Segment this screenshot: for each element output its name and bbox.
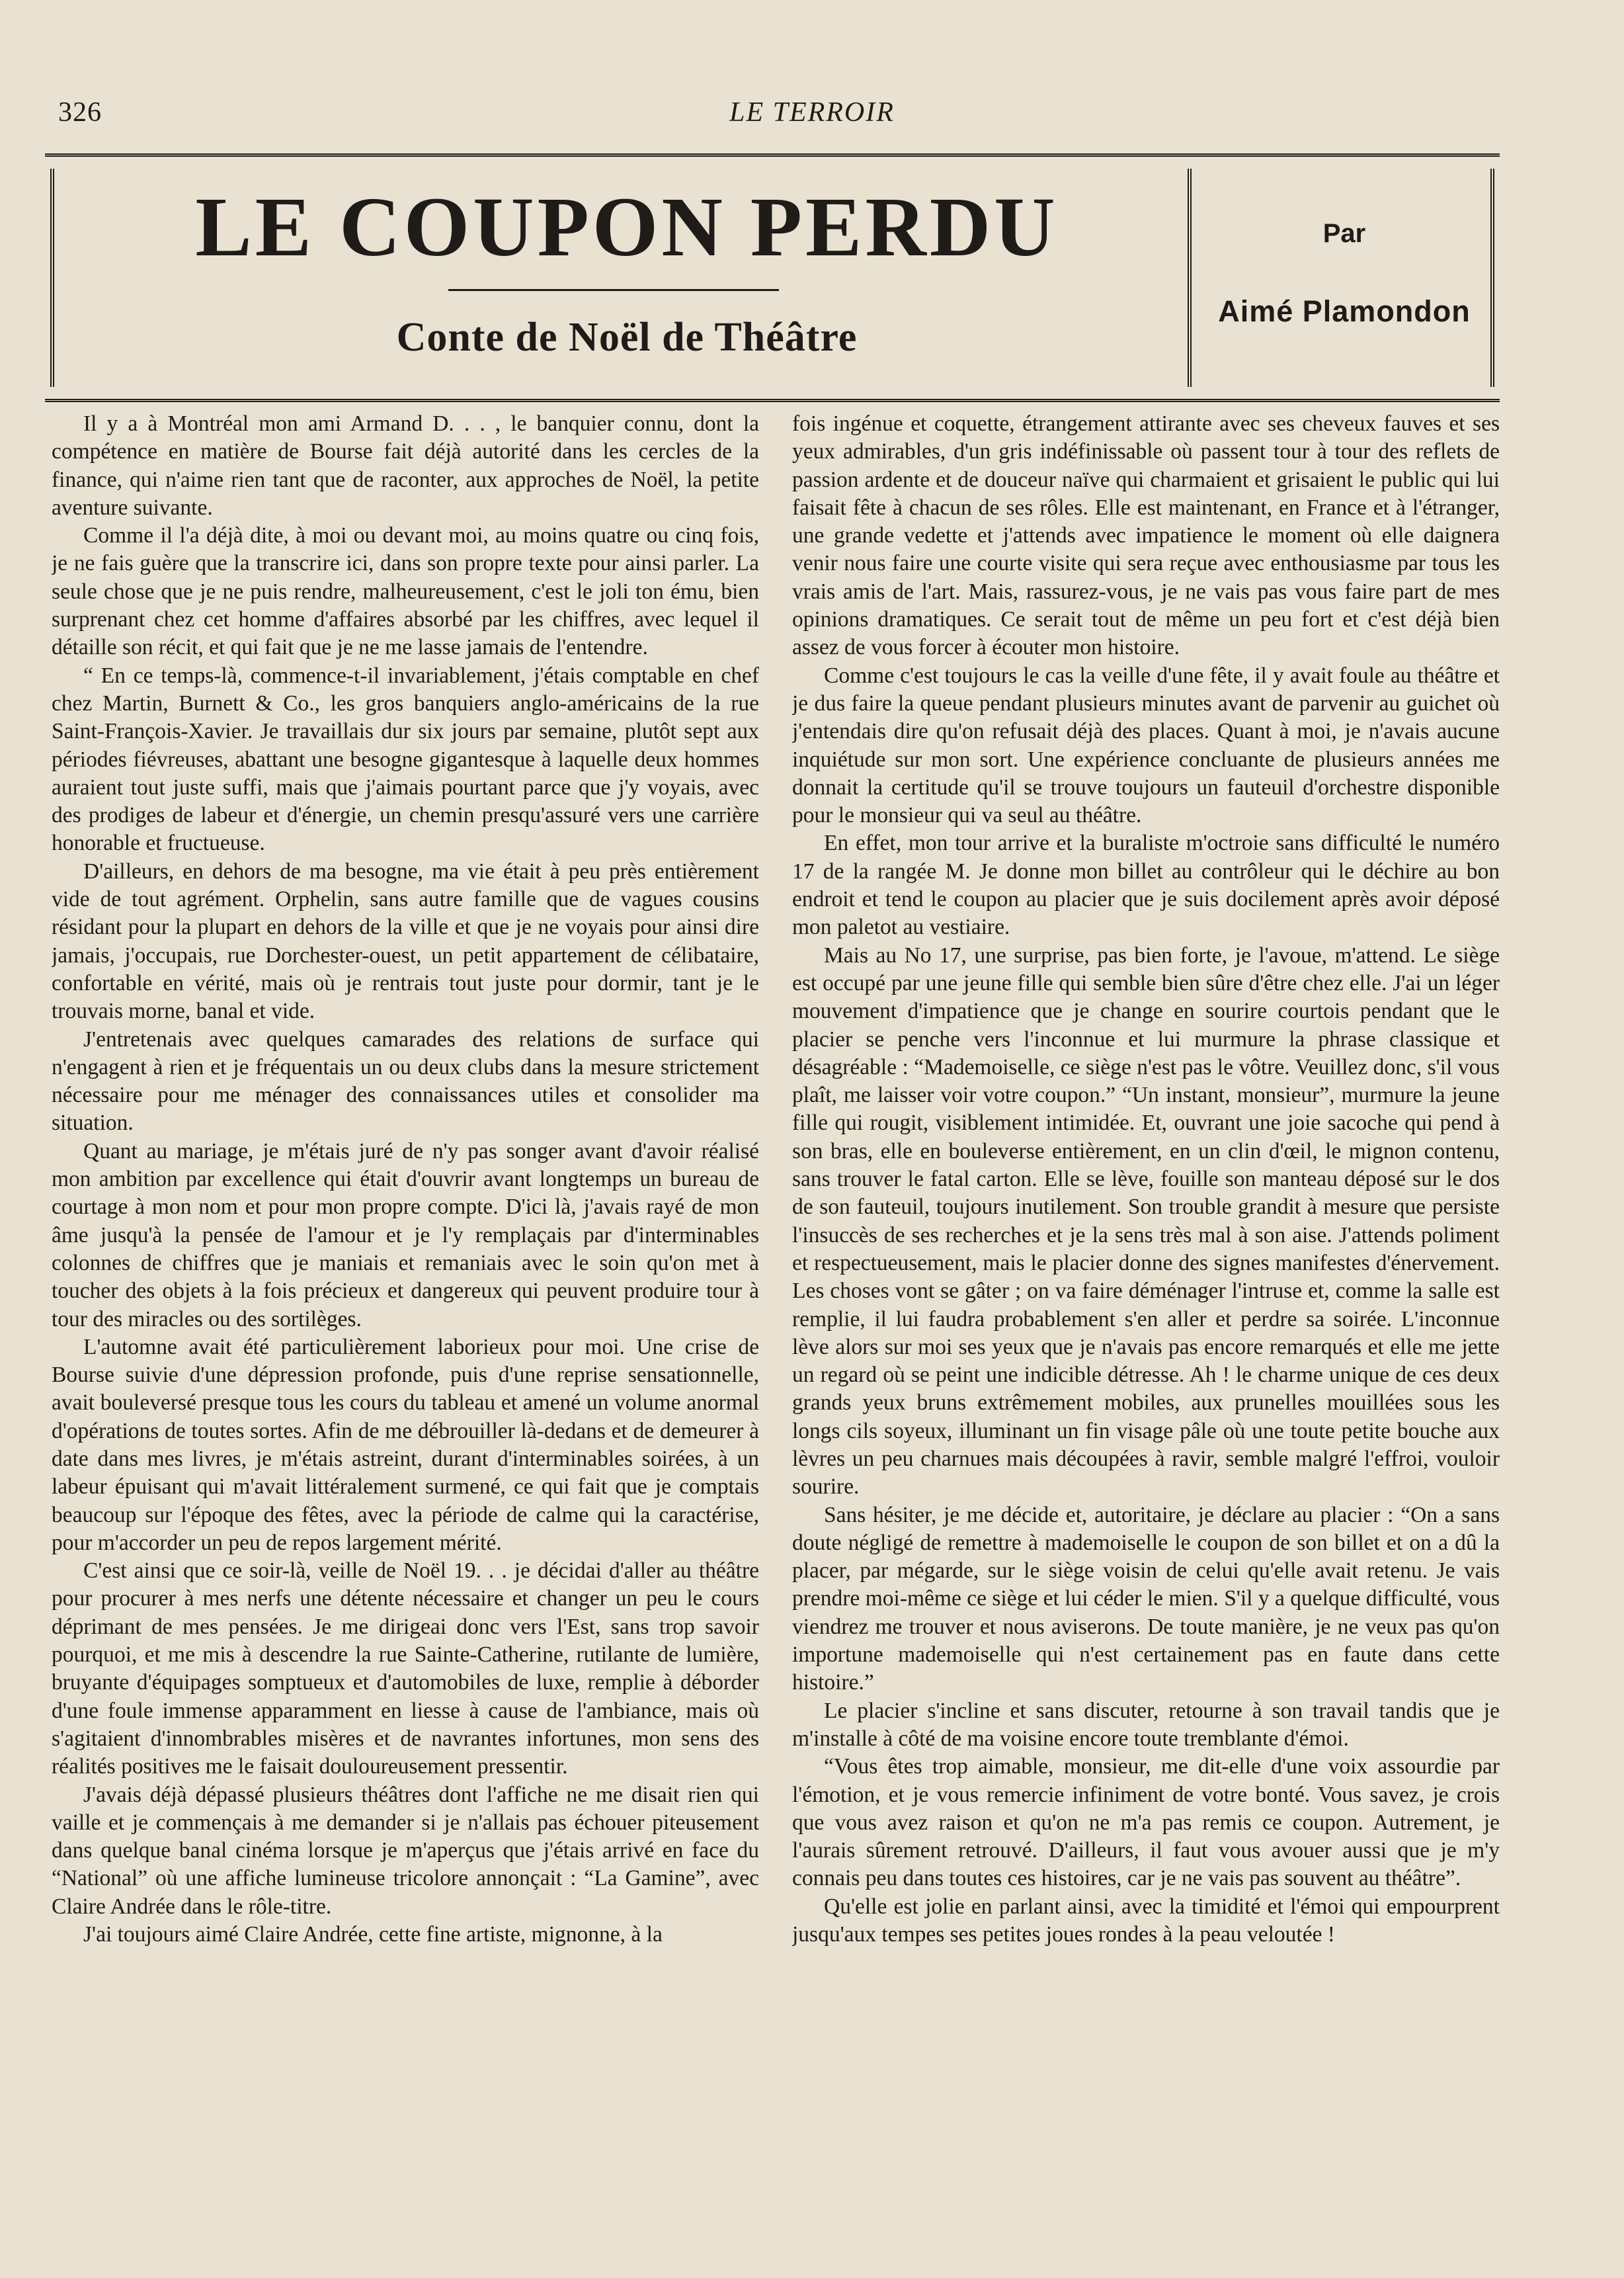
paragraph: Sans hésiter, je me décide et, autoritaire, je déclare au placier : “On a sans doute négligé de remettre à mademoiselle le coupon de son billet et on a dû la placer, par mégarde, sur le siège voisin de celui qu'elle avait retenu. Je vais prendre moi-même ce siège et lui céder le mien. S'il y a quelque difficulté, vous viendrez me trouver et nous aviserons. De toute manière, je ne veux pas qu'on importune mademoiselle qui n'est certainement pas en faute dans cette histoire.” (792, 1502, 1500, 1695)
byline-par: Par (1322, 219, 1366, 248)
title-box-divider-rule (1188, 169, 1192, 387)
paragraph: Il y a à Montréal mon ami Armand D. . . , le banquier connu, dont la compétence en matière de Bourse fait déjà autorité dans les cercles de la finance, qui n'aime rien tant que de raconter, aux approches de Noël, la petite aventure suivante. (52, 411, 759, 520)
title-box-left-rule (50, 169, 54, 387)
journal-title: LE TERROIR (729, 97, 895, 128)
left-column (52, 410, 759, 2196)
paragraph: D'ailleurs, en dehors de ma besogne, ma vie était à peu près entièrement vide de tout agrément. Orphelin, sans autre famille que de vagues cousins résidant pour la plupart en dehors de la ville et que je ne voyais pour ainsi dire jamais, j'occupais, rue Dorchester-ouest, un petit appartement de célibataire, confortable en vérité, mais où je rentrais tout juste pour dormir, tant je le trouvais morne, banal et vide. (52, 859, 759, 1024)
paragraph: C'est ainsi que ce soir-là, veille de Noël 19. . . je décidai d'aller au théâtre pour procurer à mes nerfs une détente nécessaire et changer un peu le cours déprimant de mes pensées. Je me dirigeai donc vers l'Est, sans trop savoir pourquoi, et me mis à descendre la rue Sainte-Catherine, rutilante de lumière, bruyante d'équipages somptueux et d'automobiles de luxe, remplie à déborder d'une foule immense apparamment en liesse à cause de l'ambiance, mais où s'agitaient d'innombrables misères et de navrantes infortunes, mon sens des réalités positives me le faisait douloureusement pressentir. (52, 1558, 759, 1779)
paragraph: J'avais déjà dépassé plusieurs théâtres dont l'affiche ne me disait rien qui vaille et je commençais à me demander si je n'allais pas échouer piteusement dans quelque banal cinéma lorsque je m'aperçus que j'étais arrivé en face du “National” où une affiche lumineuse tricolore annonçait : “La Gamine”, avec Claire Andrée dans le rôle-titre. (52, 1782, 759, 1919)
paragraph: Qu'elle est jolie en parlant ainsi, avec la timidité et l'émoi qui empourprent jusqu'aux tempes ses petites joues rondes à la peau veloutée ! (792, 1894, 1500, 1947)
paragraph: “Vous êtes trop aimable, monsieur, me dit-elle d'une voix assourdie par l'émotion, et je vous remercie infiniment de votre bonté. Vous savez, je crois que vous avez raison et qu'on ne m'a pas remis ce coupon. Autrement, je l'aurais sûrement retrouvé. D'ailleurs, il faut vous avouer aussi que je m'y connais peu dans toutes ces histoires, car je ne vais pas souvent au théâtre”. (792, 1754, 1500, 1891)
story-subtitle: Conte de Noël de Théâtre (396, 315, 858, 360)
paragraph: L'automne avait été particulièrement laborieux pour moi. Une crise de Bourse suivie d'une dépression profonde, puis d'une reprise sensationnelle, avait bouleversé presque tous les cours du tableau et amené un volume anormal d'opérations de toutes sortes. Afin de me débrouiller là-dedans et de demeurer à date dans mes livres, je m'étais astreint, durant d'interminables soirées, à un labeur épuisant qui m'avait littéralement surmené, ce qui fait que je comptais beaucoup sur l'époque des fêtes, avec la période de calme qui la caractérise, pour m'accorder un peu de repos largement mérité. (52, 1334, 759, 1555)
paragraph: Comme c'est toujours le cas la veille d'une fête, il y avait foule au théâtre et je dus faire la queue pendant plusieurs minutes avant de parvenir au guichet où j'entendais dire qu'on refusait déjà des places. Quant à moi, je n'avais aucune inquiétude sur mon sort. Une expérience concluante de plusieurs années me donnait la certitude qu'il se trouve toujours un fauteuil d'orchestre disponible pour le monsieur qui va seul au théâtre. (792, 663, 1500, 828)
story-title: LE COUPON PERDU (195, 180, 1059, 274)
paragraph: Mais au No 17, une surprise, pas bien forte, je l'avoue, m'attend. Le siège est occupé par une jeune fille qui semble bien sûre d'être chez elle. J'ai un léger mouvement d'impatience que je change en sourire courtois pendant que le placier se penche vers l'inconnue et lui murmure la phrase classique et désagréable : “Mademoiselle, ce siège n'est pas le vôtre. Veuillez donc, s'il vous plaît, me laisser voir votre coupon.” “Un instant, monsieur”, murmure la jeune fille qui rougit, visiblement intimidée. Et, ouvrant une joie sacoche qui pend à son bras, elle en bouleverse entièrement, en un clin d'œil, le mignon contenu, sans trouver le fatal carton. Elle se lève, fouille son manteau déposé sur le dos de son fauteuil, toujours inutilement. Son trouble grandit à mesure que persiste l'insuccès de ses recherches et je la sens très mal à son aise. J'attends poliment et respectueusement, mais le placier donne des signes manifestes d'énervement. Les choses vont se gâter ; on va faire déménager l'intruse et, comme la salle est remplie, il lui faudra probablement s'en aller et perdre sa soirée. L'inconnue lève alors sur moi ses yeux que je n'avais pas encore remarqués et elle me jette un regard où se peint une indicible détresse. Ah ! le charme unique de ces deux grands yeux bruns extrêmement mobiles, aux prunelles mouillées sous les longs cils soyeux, illuminant un fin visage pâle où une toute petite bouche aux lèvres un peu charnues mais découpées à ravir, semble malgré l'effroi, vouloir sourire. (792, 943, 1500, 1499)
page-number: 326 (58, 97, 102, 128)
title-underline (448, 289, 779, 291)
paragraph: Comme il l'a déjà dite, à moi ou devant moi, au moins quatre ou cinq fois, je ne fais guère que la transcrire ici, dans son propre texte pour ainsi parler. La seule chose que je ne puis rendre, malheureusement, c'est le joli ton ému, bien surprenant chez cet homme d'affaires absorbé par les chiffres, avec lequel il détaille son récit, et qui fait que je ne me lasse jamais de l'entendre. (52, 523, 759, 660)
paragraph: Quant au mariage, je m'étais juré de n'y pas songer avant d'avoir réalisé mon ambition par excellence qui était d'ouvrir avant longtemps un bureau de courtage à mon nom et pour mon propre compte. D'ici là, j'avais rayé de mon âme jusqu'à la pensée de l'amour et je l'y remplaçais par d'interminables colonnes de chiffres que je maniais et remaniais avec le soin qu'on met à toucher des objets à la fois précieux et dangereux qui peuvent produire tour à tour des miracles ou des sortilèges. (52, 1138, 759, 1331)
paragraph-continued: fois ingénue et coquette, étrangement attirante avec ses cheveux fauves et ses yeux admirables, d'un gris indéfinissable où passent tour à tour des reflets de passion ardente et de douceur naïve qui charmaient et grisaient le public qui lui faisait fête à chacun de ses rôles. Elle est maintenant, en France et à l'étranger, une grande vedette et j'attends avec impatience le moment où elle daignera venir nous faire une courte visite qui sera reçue avec enthousiasme par tous les vrais amis de l'art. Mais, rassurez-vous, je ne vais pas vous faire part de mes opinions dramatiques. Ce serait tout de même un peu fort et c'est déjà bien assez de vous forcer à écouter mon histoire. (792, 411, 1500, 660)
right-column (792, 410, 1500, 2196)
paragraph: Le placier s'incline et sans discuter, retourne à son travail tandis que je m'installe à côté de ma voisine encore toute tremblante d'émoi. (792, 1698, 1500, 1751)
running-head (58, 97, 1566, 136)
paragraph: “ En ce temps-là, commence-t-il invariablement, j'étais comptable en chef chez Martin, Burnett & Co., les gros banquiers anglo-américains de la rue Saint-François-Xavier. Je travaillais dur six jours par semaine, plutôt sept aux périodes fiévreuses, abattant une besogne gigantesque à laquelle deux hommes auraient tout juste suffi, mais que j'aimais pourtant parce que j'y voyais, avec des prodiges de labeur et d'énergie, un chemin presqu'assuré vers une carrière honorable et fructueuse. (52, 663, 759, 856)
title-box-right-rule (1490, 169, 1494, 387)
paragraph: J'entretenais avec quelques camarades des relations de surface qui n'engagent à rien et je fréquentais un ou deux clubs dans la mesure strictement nécessaire pour me ménager des connaissances utiles et consolider ma situation. (52, 1027, 759, 1136)
byline-author: Aimé Plamondon (1218, 294, 1471, 328)
paragraph: En effet, mon tour arrive et la buraliste m'octroie sans difficulté le numéro 17 de la rangée M. Je donne mon billet au contrôleur qui le déchire au bon endroit et tend le coupon au placier que je suis docilement après avoir déposé mon paletot au vestiaire. (792, 831, 1500, 940)
paragraph: J'ai toujours aimé Claire Andrée, cette fine artiste, mignonne, à la (83, 1922, 663, 1947)
title-box (45, 153, 1500, 402)
